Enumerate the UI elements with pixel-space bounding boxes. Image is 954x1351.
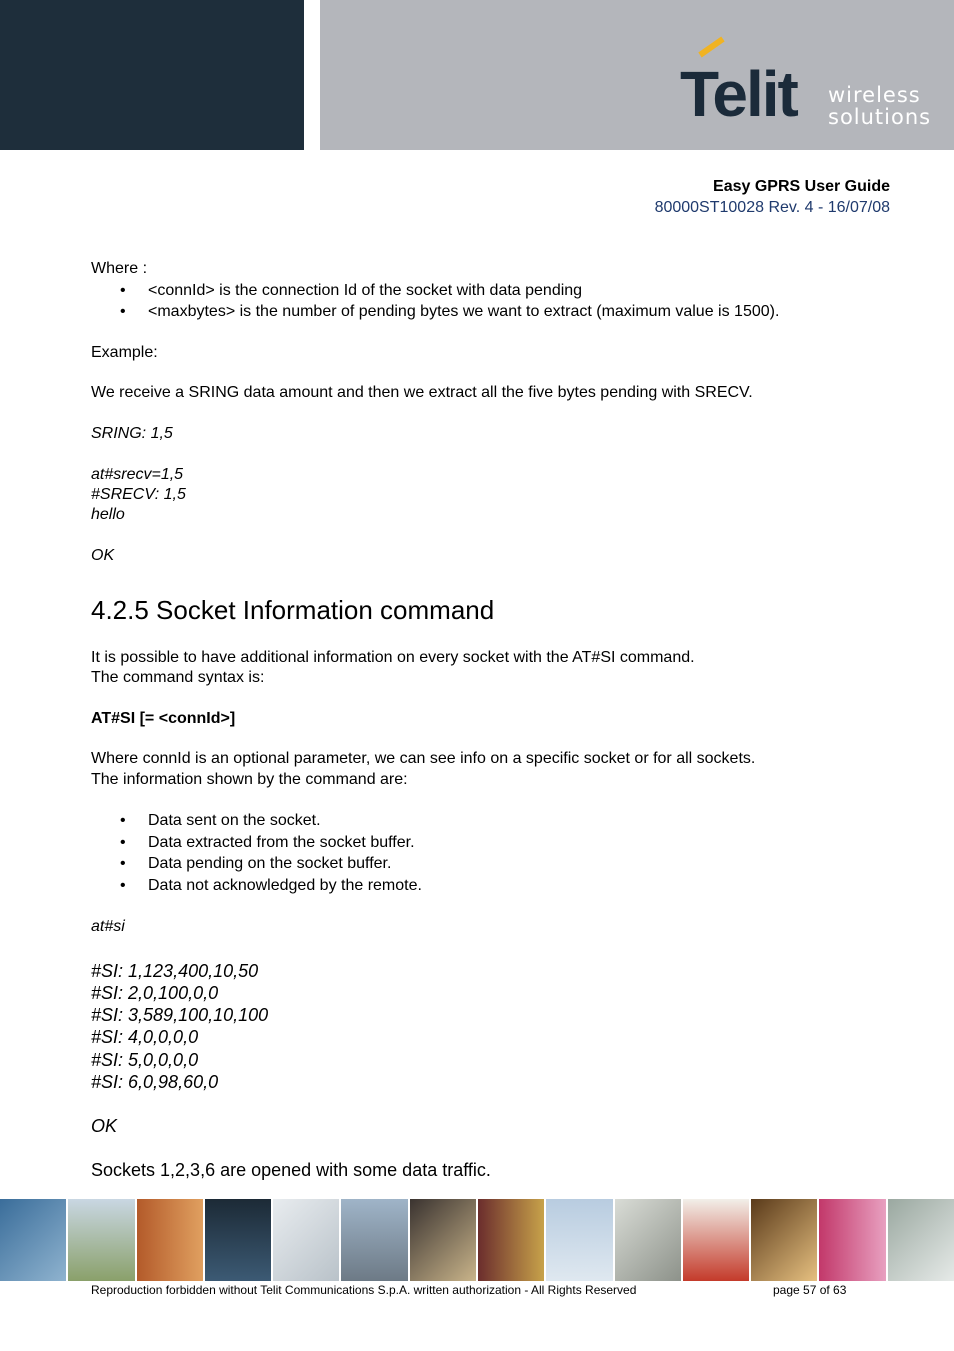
code-ok: OK <box>91 547 115 564</box>
si-line: #SI: 3,589,100,10,100 <box>91 1005 269 1025</box>
code-sring: SRING: 1,5 <box>91 425 173 442</box>
bullet-item <box>120 302 779 322</box>
photo-tile <box>137 1199 203 1281</box>
bullet-item <box>120 811 321 831</box>
telit-logo: Telit <box>680 58 797 130</box>
bullet-item <box>120 833 415 853</box>
bullet-text: <maxbytes> is the number of pending bytes we want to extract (maximum value is 1500). <box>148 303 780 320</box>
logo-tagline-line-2: solutions <box>828 105 932 129</box>
document-title: Easy GPRS User Guide <box>713 178 890 195</box>
paragraph-line: The information shown by the command are: <box>91 771 408 788</box>
si-line: #SI: 6,0,98,60,0 <box>91 1072 219 1092</box>
bullet-dot-icon: • <box>120 812 126 829</box>
example-text: We receive a SRING data amount and then we extract all the five bytes pending with SRECV. <box>91 384 753 401</box>
footer-page-number: page 57 of 63 <box>773 1283 847 1297</box>
bullet-dot-icon: • <box>120 834 126 851</box>
paragraph-line: The command syntax is: <box>91 669 265 686</box>
where-label: Where : <box>91 260 148 277</box>
header-dark-panel <box>0 0 304 150</box>
photo-tile <box>341 1199 407 1281</box>
photo-tile <box>615 1199 681 1281</box>
code-line: hello <box>91 506 125 523</box>
bullet-item <box>120 876 422 896</box>
bullet-text: Data extracted from the socket buffer. <box>148 834 415 851</box>
photo-tile <box>751 1199 817 1281</box>
bullet-dot-icon: • <box>120 303 126 320</box>
bullet-text: Data not acknowledged by the remote. <box>148 877 422 894</box>
bullet-dot-icon: • <box>120 855 126 872</box>
photo-tile <box>0 1199 66 1281</box>
section-heading: 4.2.5 Socket Information command <box>91 595 495 625</box>
bullet-text: <connId> is the connection Id of the socket with data pending <box>148 282 583 299</box>
paragraph-line: Where connId is an optional parameter, we can see info on a specific socket or for all sockets. <box>91 750 756 767</box>
document-revision: 80000ST10028 Rev. 4 - 16/07/08 <box>654 199 890 216</box>
si-line: #SI: 2,0,100,0,0 <box>91 983 219 1003</box>
footer-photo-strip <box>0 1199 954 1281</box>
logo-tagline-line-1: wireless <box>828 83 921 107</box>
bullet-dot-icon: • <box>120 282 126 299</box>
photo-tile <box>410 1199 476 1281</box>
si-line: #SI: 5,0,0,0,0 <box>91 1050 199 1070</box>
footer-rights: Reproduction forbidden without Telit Communications S.p.A. written authorization - All Rights Reserved <box>91 1283 637 1297</box>
bullet-item <box>120 854 391 874</box>
code-line: at#srecv=1,5 <box>91 466 184 483</box>
photo-tile <box>546 1199 612 1281</box>
photo-tile <box>68 1199 134 1281</box>
bullet-text: Data sent on the socket. <box>148 812 321 829</box>
bullet-text: Data pending on the socket buffer. <box>148 855 392 872</box>
example-label: Example: <box>91 344 158 361</box>
photo-tile <box>273 1199 339 1281</box>
command-syntax: AT#SI [= <connId>] <box>91 710 236 727</box>
si-line: #SI: 4,0,0,0,0 <box>91 1027 199 1047</box>
photo-tile <box>819 1199 885 1281</box>
si-line: #SI: 1,123,400,10,50 <box>91 961 259 981</box>
photo-tile <box>683 1199 749 1281</box>
photo-tile <box>478 1199 544 1281</box>
code-atsi: at#si <box>91 918 125 935</box>
photo-tile <box>205 1199 271 1281</box>
bullet-item <box>120 281 582 301</box>
code-line: #SRECV: 1,5 <box>91 486 186 503</box>
code-ok: OK <box>91 1116 118 1136</box>
bullet-dot-icon: • <box>120 877 126 894</box>
closing-text: Sockets 1,2,3,6 are opened with some data traffic. <box>91 1160 491 1180</box>
photo-tile <box>888 1199 954 1281</box>
paragraph-line: It is possible to have additional information on every socket with the AT#SI command. <box>91 649 695 666</box>
logo-tagline <box>828 84 931 128</box>
